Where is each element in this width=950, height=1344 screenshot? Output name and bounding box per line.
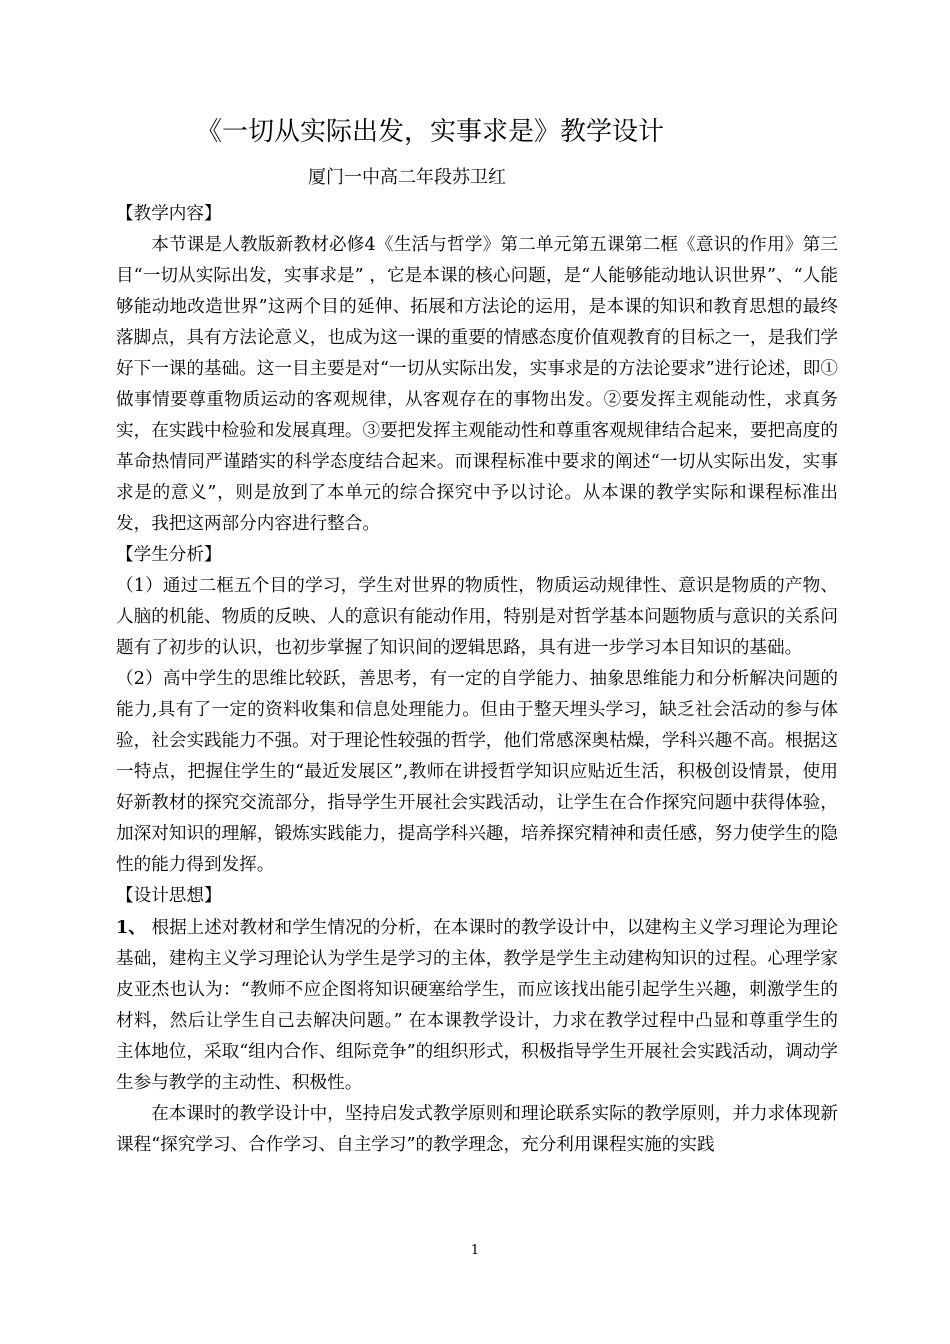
paragraph-number: 1、 xyxy=(116,917,146,938)
paragraph-content: 本节课是人教版新教材必修4《生活与哲学》第二单元第五课第二框《意识的作用》第三目“一切从实际出发，实事求是” ，它是本课的核心问题，是“人能够能动地认识世界”、“人能够能动地改造世界”这两个目的延伸、拓展和方法论的运用，是本课的知识和教育思想的最终落脚点，具有方法论意义，也成为这一课的重要的情感态度价值观教育的目标之一，是我们学好下一课的基础。这一目主要是对“一切从实际出发，实事求是的方法论要求”进行论述，即①做事情要尊重物质运动的客观规律，从客观存在的事物出发。②要发挥主观能动性，求真务实，在实践中检验和发展真理。③要把发挥主观能动性和尊重客观规律结合起来，要把高度的革命热情同严谨踏实的科学态度结合起来。而课程标准中要求的阐述“一切从实际出发，实事求是的意义”，则是放到了本单元的综合探究中予以讨论。从本课的教学实际和课程标准出发，我把这两部分内容进行整合。 xyxy=(116,235,838,534)
document-body xyxy=(116,199,838,1161)
paragraph-student-2: （2）高中学生的思维比较跃，善思考，有一定的自学能力、抽象思维能力和分析解决问题的能力,具有了一定的资料收集和信息处理能力。但由于整天埋头学习，缺乏社会活动的参与体验，社会实践能力不强。对于理论性较强的哲学，他们常感深奥枯燥，学科兴趣不高。根据这一特点，把握住学生的“最近发展区”,教师在讲授哲学知识应贴近生活，积极创设情景，使用好新教材的探究交流部分，指导学生开展社会实践活动，让学生在合作探究问题中获得体验，加深对知识的理解，锻炼实践能力，提高学科兴趣，培养探究精神和责任感，努力使学生的隐性的能力得到发挥。 xyxy=(116,669,838,875)
paragraph-design-1-text: 根据上述对教材和学生情况的分析，在本课时的教学设计中，以建构主义学习理论为理论基础，建构主义学习理论认为学生是学习的主体，教学是学生主动建构知识的过程。心理学家皮亚杰也认为：“教师不应企图将知识硬塞给学生，而应该找出能引起学生兴趣，刺激学生的材料，然后让学生自己去解决问题。” 在本课教学设计，力求在教学过程中凸显和尊重学生的主体地位，采取“组内合作、组际竞争”的组织形式，积极指导学生开展社会实践活动，调动学生参与教学的主动性、积极性。 xyxy=(116,918,838,1093)
section-heading-content: 【教学内容】 xyxy=(116,204,222,224)
document-title: 《一切从实际出发，实事求是》教学设计 xyxy=(196,117,665,147)
page-number: 1 xyxy=(470,1243,480,1258)
paragraph-design-1 xyxy=(116,912,838,1099)
section-heading-design: 【设计思想】 xyxy=(116,886,222,906)
document-author: 厦门一中高二年段苏卫红 xyxy=(308,167,506,188)
paragraph-student-1: （1）通过二框五个目的学习，学生对世界的物质性，物质运动规律性、意识是物质的产物、人脑的机能、物质的反映、人的意识有能动作用，特别是对哲学基本问题物质与意识的关系问题有了初步的认识，也初步掌握了知识间的逻辑思路，具有进一步学习本目知识的基础。 xyxy=(116,576,838,658)
paragraph-design-2: 在本课时的教学设计中，坚持启发式教学原则和理论联系实际的教学原则，并力求体现新课程“探究学习、合作学习、自主学习”的教学理念，充分利用课程实施的实践 xyxy=(116,1104,838,1155)
section-heading-student: 【学生分析】 xyxy=(116,545,222,565)
